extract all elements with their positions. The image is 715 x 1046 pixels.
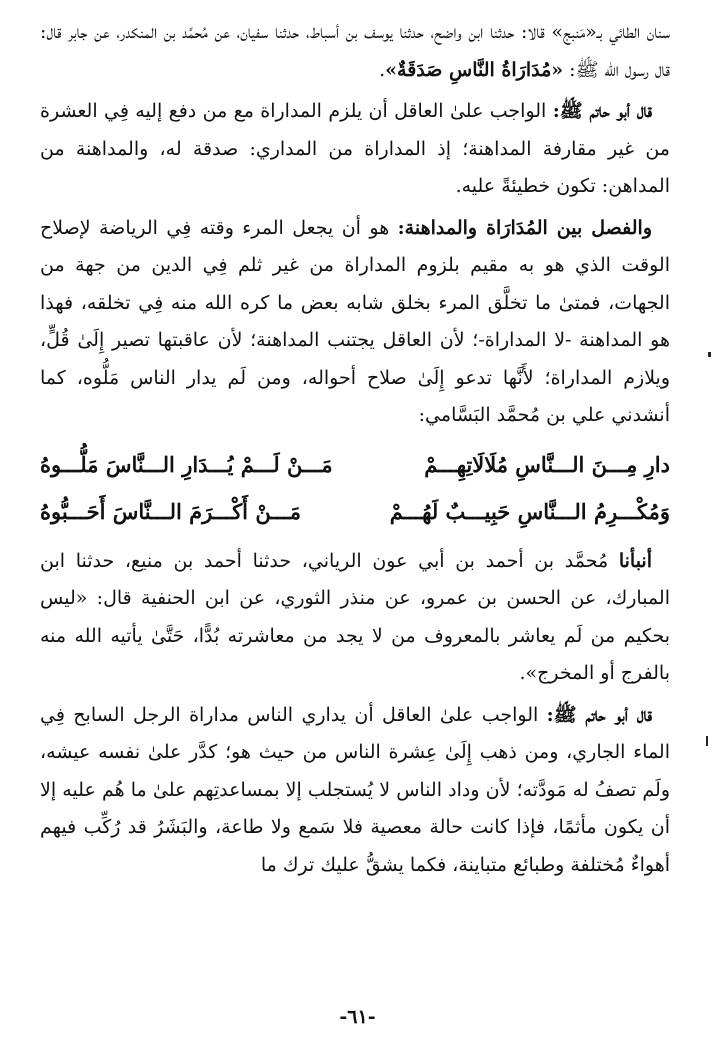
paragraph-lead: أنبأنا — [618, 549, 652, 572]
paragraph-narration — [40, 543, 670, 693]
paragraph-text: مُحمَّد بن أحمد بن أبي عون الرياني، حدثنا أحمد بن منيع، حدثنا ابن المبارك، عن الحسن بن عمرو، عن منذر الثوري، عن ابن الحنفية قال: «ليس بحكيم من لَم يعاشر بالمعروف من لا يجد من معاشرته بُدًّا، حَتَّىٰ يأتيه الله منه بالفرج أو المخرج». — [40, 549, 670, 684]
poem-line-1 — [40, 441, 670, 488]
page-body — [40, 14, 670, 884]
page-number: -٦١- — [339, 1006, 376, 1028]
paragraph-mudarah — [40, 210, 670, 435]
paragraph-lead: قال أبو حاتم ﷺ: — [552, 100, 652, 122]
margin-mark — [708, 352, 711, 357]
paragraph-abu-hatim-2 — [40, 697, 670, 885]
poem-hemistich-left: مَـــنْ أَكْـــرَمَ الـــنَّاسَ أَحَـــبُّوهُ — [40, 498, 302, 524]
paragraph-end: . — [379, 58, 386, 81]
paragraph-hadith — [40, 14, 670, 89]
poem-verses — [40, 441, 670, 535]
paragraph-text: هو أن يجعل المرء وقته فِي الرياضة لإصلاح الوقت الذي هو به مقيم بلزوم المداراة من غير ثلم فِي الدين من جهة من الجهات، فمتىٰ ما تخلَّق المرء بخلق شابه بعض ما كره الله منه فِي تخلقه، فهذا هو المداهنة -لا المداراة-؛ لأن العاقل يجتنب المداهنة؛ لأن عاقبتها تصير إِلَىٰ قُلٍّ، ويلازم المداراة؛ لأَنَّها تدعو إِلَىٰ صلاح أحواله، ومن لَم يدار الناس مَلُّوه، كما أنشدني علي بن مُحمَّد البَسَّامي: — [40, 216, 670, 426]
poem-hemistich-right: وَمُكْـــرِمُ الـــنَّاسِ حَبِيـــبٌ لَهُـــمْ — [389, 498, 670, 524]
paragraph-text: سنان الطائي بـ«مَنبج» قالا: حدثنا ابن واضح، حدثنا يوسف بن أسباط، حدثنا سفيان، عن مُحمَّد بن المنكدر، عن جابر قال: قال رسول الله ﷺ: — [40, 21, 670, 81]
poem-line-2 — [40, 488, 670, 535]
paragraph-lead: قال أبو حاتم ﷺ: — [546, 703, 652, 726]
margin-mark — [706, 736, 708, 746]
paragraph-abu-hatim-1 — [40, 93, 670, 206]
hadith-quote: «مُدَارَاةُ النَّاسِ صَدَقَةٌ» — [385, 58, 564, 81]
paragraph-text: الواجب علىٰ العاقل أن يلزم المداراة مع من دفع إليه فِي العشرة من غير مقارفة المداهنة؛ إذ المداراة من المداري: صدقة له، والمداهنة من المداهن: تكون خطيئةً عليه. — [40, 100, 670, 197]
poem-hemistich-right: دارِ مِـــنَ الـــنَّاسِ مُلَالَاتِهِـــمْ — [424, 451, 670, 477]
paragraph-text: الواجب علىٰ العاقل أن يداري الناس مداراة الرجل السابح فِي الماء الجاري، ومن ذهب إِلَىٰ عِشرة الناس من حيث هو؛ كدَّر علىٰ نفسه عيشه، ولَم تصفُ له مَودَّته؛ لأن وداد الناس لا يُستجلب إلا بمساعدتِهم علىٰ ما هُم عليه إلا أن يكون مأثمًا، فإذا كانت حالة معصية فلا سَمع ولا طاعة، والبَشَرُ قد رُكِّب فيهم أهواءٌ مُختلفة وطبائع متباينة، فكما يشقُّ عليك ترك ما — [40, 703, 670, 876]
poem-hemistich-left: مَـــنْ لَـــمْ يُـــدَارِ الـــنَّاسَ مَلُّـــوهُ — [40, 451, 333, 477]
paragraph-lead: والفصل بين المُدَارَاة والمداهنة: — [397, 216, 653, 239]
